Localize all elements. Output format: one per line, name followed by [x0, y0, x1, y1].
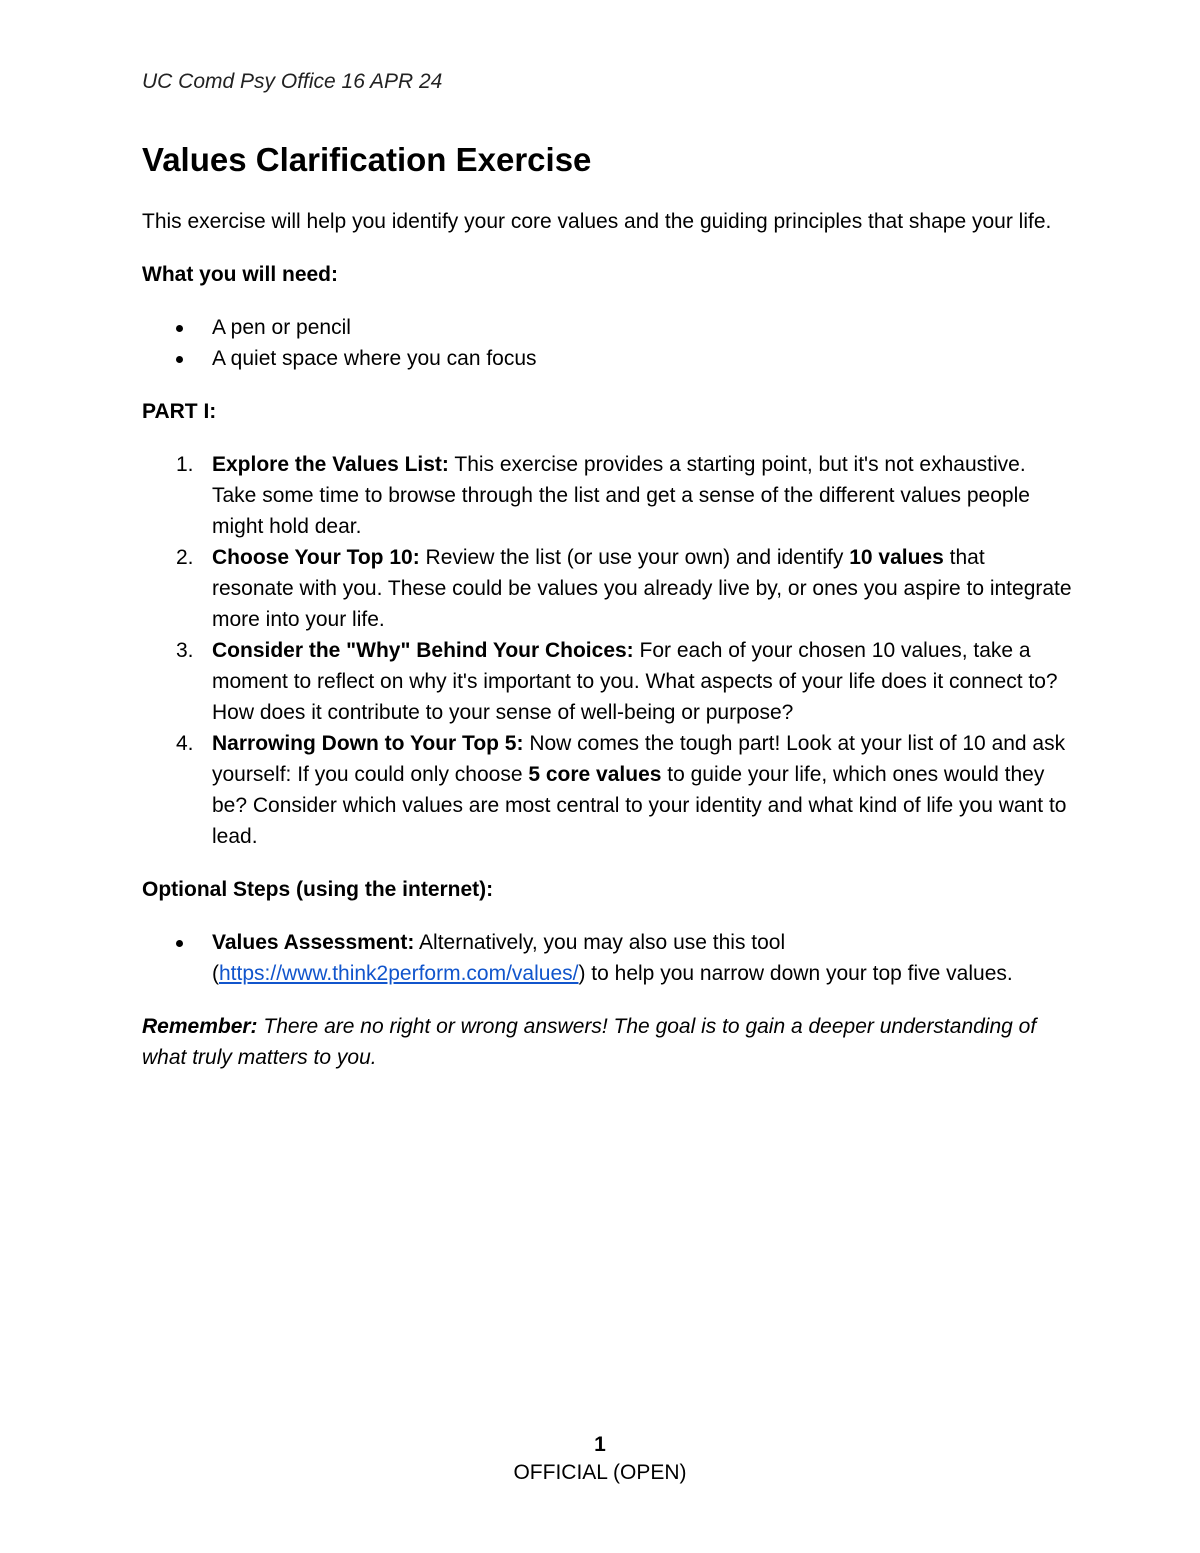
part1-steps — [142, 449, 1072, 852]
step-text: Review the list (or use your own) and identify — [419, 546, 850, 569]
step-text: This exercise provides a starting point, but it's not exhaustive. Take some time to browse through the list and get a sense of the different values people might hold dear. — [212, 453, 1030, 538]
step-text: Now comes the tough part! Look at your list of 10 and ask yourself: If you could only choose — [212, 732, 1066, 786]
step-title: Narrowing Down to Your Top 5: — [212, 732, 524, 755]
need-list — [142, 312, 1072, 374]
part1-heading: PART I: — [142, 400, 217, 423]
header-note: UC Comd Psy Office 16 APR 24 — [142, 70, 443, 93]
step-text: For each of your chosen 10 values, take a moment to reflect on why it's important to you. What aspects of your life does it connect to? How does it contribute to your sense of well-being or purpose? — [212, 639, 1058, 724]
step-consider-why — [176, 635, 1072, 728]
list-item: A quiet space where you can focus — [212, 343, 1072, 374]
values-tool-link[interactable]: https://www.think2perform.com/values/ — [219, 962, 579, 985]
remember-text: There are no right or wrong answers! The goal is to gain a deeper understanding of what truly matters to you. — [142, 1015, 1037, 1069]
optional-heading: Optional Steps (using the internet): — [142, 878, 494, 901]
step-narrow-top-5 — [176, 728, 1072, 852]
step-explore — [176, 449, 1072, 542]
step-number: 3. — [176, 639, 194, 662]
page-title: Values Clarification Exercise — [142, 141, 592, 178]
step-emphasis: 10 values — [849, 546, 944, 569]
step-title: Explore the Values List: — [212, 453, 449, 476]
optional-list — [142, 927, 1072, 989]
document-body — [142, 206, 1072, 1073]
need-heading: What you will need: — [142, 263, 339, 286]
step-number: 2. — [176, 546, 194, 569]
step-text: that resonate with you. These could be values you already live by, or ones you aspire to integrate more into your life. — [212, 546, 1072, 631]
item-title: Values Assessment: — [212, 931, 415, 954]
classification-label: OFFICIAL (OPEN) — [513, 1461, 687, 1484]
list-item — [212, 927, 1072, 989]
step-emphasis: 5 core values — [528, 763, 662, 786]
item-text: Alternatively, you may also use this tool ( — [212, 931, 786, 985]
step-number: 4. — [176, 732, 194, 755]
step-title: Consider the "Why" Behind Your Choices: — [212, 639, 634, 662]
remember-label: Remember: — [142, 1015, 258, 1038]
page-number: 1 — [594, 1433, 606, 1456]
step-title: Choose Your Top 10: — [212, 546, 420, 569]
step-number: 1. — [176, 453, 194, 476]
step-text: to guide your life, which ones would they be? Consider which values are most central to your identity and what kind of life you want to lead. — [212, 763, 1067, 848]
intro-paragraph: This exercise will help you identify your core values and the guiding principles that shape your life. — [142, 210, 1052, 233]
list-item: A pen or pencil — [212, 312, 1072, 343]
step-choose-top-10 — [176, 542, 1072, 635]
remember-note — [142, 1011, 1072, 1073]
item-text: ) to help you narrow down your top five values. — [578, 962, 1013, 985]
